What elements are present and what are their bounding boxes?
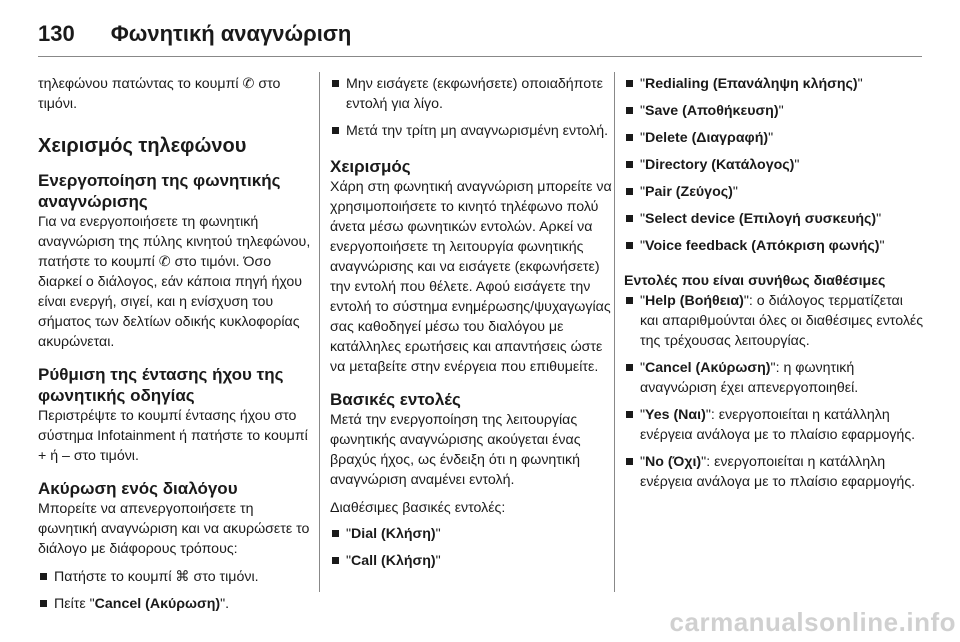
list-item: "Select device (Επιλογή συσκευής)" [624, 209, 924, 229]
operation-text: Χάρη στη φωνητική αναγνώριση μπορείτε να χρησιμοποιήσετε το κινητό τηλέφωνο πολύ άνετα μέσω φωνητικών εντολών. Αρκεί να ενεργοποιήσετε τη λειτουργία φωνητικής αναγνώρισης και να εισάγετε (εκφωνήσετε) την εντολή που θέλετε. Αφού εισάγετε την εντολή το σύστημα ενημέρωσης/ψυχαγωγίας σας καθοδηγεί μέσω του διαλόγου με κατάλληλες ερωτήσεις και απαντήσεις ώστε να μεταβείτε στην ενέργεια που επιθυμείτε. [330, 179, 612, 375]
basic-commands-intro: Διαθέσιμες βασικές εντολές: [330, 500, 506, 516]
list-item: Μην εισάγετε (εκφωνήσετε) οποιαδήποτε εντολή για λίγο. [330, 74, 612, 114]
column-divider-1 [319, 72, 320, 592]
column-divider-2 [614, 72, 615, 592]
list-item: "Cancel (Ακύρωση)": η φωνητική αναγνώριση έχει απενεργοποιηθεί. [624, 358, 924, 398]
list-item: Πατήστε το κουμπί ⌘ στο τιμόνι. [38, 567, 316, 587]
header-rule [38, 56, 922, 57]
section-title: Χειρισμός τηλεφώνου [38, 135, 247, 157]
volume-heading: Ρύθμιση της έντασης ήχου της φωνητικής οδηγίας [38, 365, 284, 405]
list-item: "Help (Βοήθεια)": ο διάλογος τερματίζεται και απαριθμούνται όλες οι διαθέσιμες εντολές της τρέχουσας λειτουργίας. [624, 291, 924, 351]
list-item: "Pair (Ζεύγος)" [624, 182, 924, 202]
basic-commands-list [330, 524, 612, 571]
common-commands-heading: Εντολές που είναι συνήθως διαθέσιμες [624, 273, 886, 289]
column-2 [330, 62, 612, 578]
common-commands-list [624, 291, 924, 492]
activation-heading: Ενεργοποίηση της φωνητικής αναγνώρισης [38, 171, 281, 211]
list-item: "Redialing (Επανάληψη κλήσης)" [624, 74, 924, 94]
list-item: "Directory (Κατάλογος)" [624, 155, 924, 175]
list-item: "Delete (Διαγραφή)" [624, 128, 924, 148]
basic-commands-list-continued [624, 74, 924, 256]
list-item: "Dial (Κλήση)" [330, 524, 612, 544]
cancel-text: Μπορείτε να απενεργοποιήσετε τη φωνητική αναγνώριση και να ακυρώσετε το διάλογο με διάφορους τρόπους: [38, 501, 310, 557]
list-item: "Save (Αποθήκευση)" [624, 101, 924, 121]
list-item: "Yes (Ναι)": ενεργοποιείται η κατάλληλη ενέργεια ανάλογα με το πλαίσιο εφαρμογής. [624, 405, 924, 445]
cancel-heading: Ακύρωση ενός διαλόγου [38, 479, 238, 498]
volume-text: Περιστρέψτε το κουμπί έντασης ήχου στο σύστημα Infotainment ή πατήστε το κουμπί + ή – στο τιμόνι. [38, 408, 308, 464]
watermark: carmanualsonline.info [669, 607, 956, 637]
column-3 [624, 62, 924, 499]
cancel-methods-list [38, 567, 316, 614]
list-item: Μετά την τρίτη μη αναγνωρισμένη εντολή. [330, 121, 612, 141]
page-number: 130 [38, 21, 75, 46]
activation-text: Για να ενεργοποιήσετε τη φωνητική αναγνώριση της πύλης κινητού τηλεφώνου, πατήστε το κουμπί ✆ στο τιμόνι. Όσο διαρκεί ο διάλογος, εάν κάποια πηγή ήχου είναι ενεργή, σιγεί, και η ενίσχυση του σήματος των δελτίων οδικής κυκλοφορίας ακυρώνεται. [38, 214, 311, 350]
operation-heading: Χειρισμός [330, 157, 411, 176]
list-item: Πείτε "Cancel (Ακύρωση)". [38, 594, 316, 614]
list-item: "No (Όχι)": ενεργοποιείται η κατάλληλη ενέργεια ανάλογα με το πλαίσιο εφαρμογής. [624, 452, 924, 492]
basic-commands-text: Μετά την ενεργοποίηση της λειτουργίας φωνητικής αναγνώρισης ακούγεται ένας βραχύς ήχος, ως ένδειξη ότι η φωνητική αναγνώριση αναμένει εντολή. [330, 412, 581, 488]
intro-text: τηλεφώνου πατώντας το κουμπί ✆ στο τιμόνι. [38, 76, 281, 112]
cancel-methods-list-continued [330, 74, 612, 141]
basic-commands-heading: Βασικές εντολές [330, 390, 461, 409]
page-title: Φωνητική αναγνώριση [110, 21, 352, 46]
list-item: "Call (Κλήση)" [330, 551, 612, 571]
page-header [38, 14, 351, 54]
column-1 [38, 62, 316, 621]
list-item: "Voice feedback (Απόκριση φωνής)" [624, 236, 924, 256]
